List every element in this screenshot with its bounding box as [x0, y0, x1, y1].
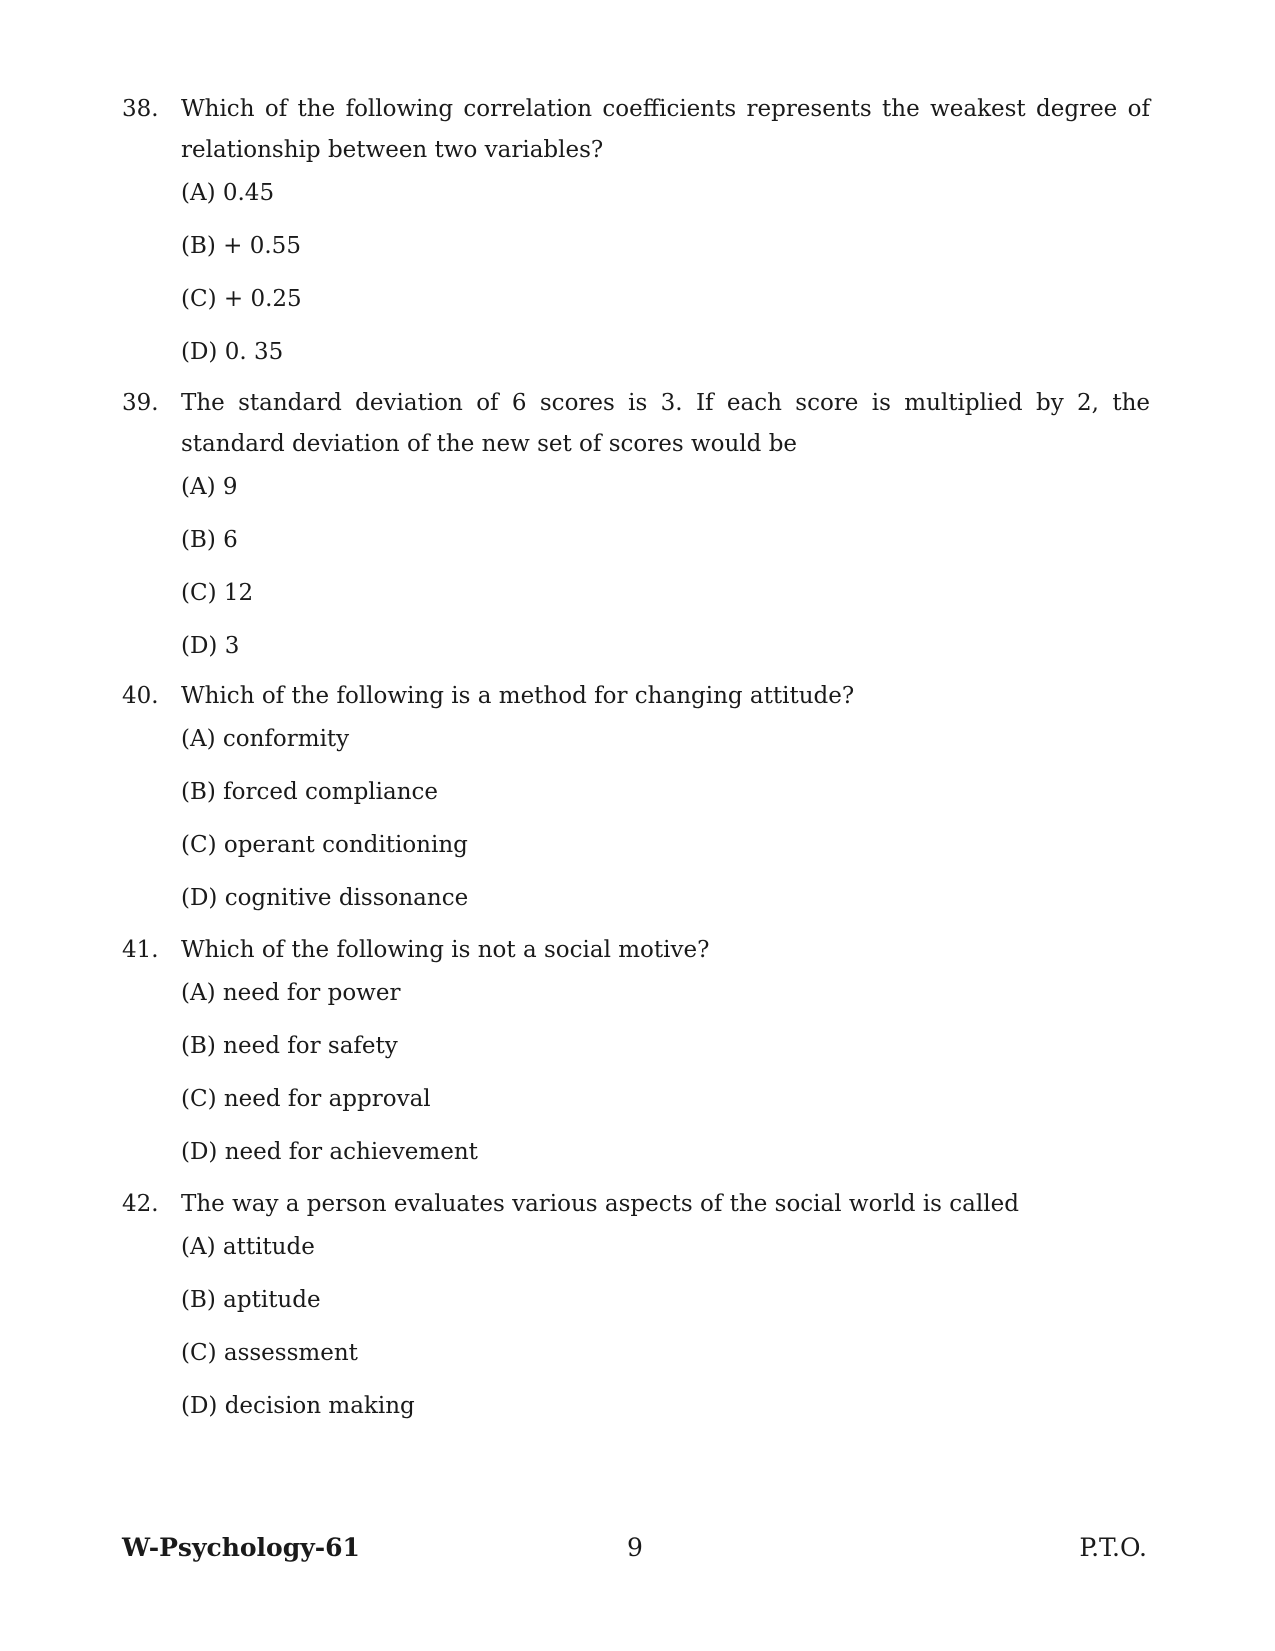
- question-text: Which of the following is not a social motive?: [181, 937, 710, 963]
- question-39: [122, 383, 1150, 660]
- option-d: (D) 0. 35: [181, 339, 284, 365]
- option-d: (D) need for achievement: [181, 1139, 478, 1165]
- option-list: [181, 474, 1150, 660]
- question-number: 40.: [122, 683, 159, 709]
- option-b: (B) + 0.55: [181, 233, 301, 259]
- question-text: Which of the following correlation coefficients represents the weakest degree of relationship between two variables?: [181, 96, 1150, 163]
- option-list: [181, 180, 1150, 366]
- question-38: [122, 89, 1150, 366]
- question-number: 42.: [122, 1191, 159, 1217]
- question-41: [122, 930, 1150, 1166]
- option-a: (A) conformity: [181, 726, 350, 752]
- option-list: [181, 980, 1150, 1166]
- question-stem: [122, 930, 1150, 971]
- option-d: (D) decision making: [181, 1393, 415, 1419]
- option-b: (B) need for safety: [181, 1033, 398, 1059]
- question-stem: [122, 383, 1150, 465]
- question-40: [122, 676, 1150, 912]
- pto-note: P.T.O.: [1079, 1533, 1147, 1562]
- option-c: (C) assessment: [181, 1340, 358, 1366]
- question-text: The standard deviation of 6 scores is 3. If each score is multiplied by 2, the standard deviation of the new set of scores would be: [181, 390, 1150, 457]
- question-number: 41.: [122, 937, 159, 963]
- question-text: The way a person evaluates various aspects of the social world is called: [181, 1191, 1019, 1217]
- question-42: [122, 1184, 1150, 1420]
- option-c: (C) + 0.25: [181, 286, 302, 312]
- question-stem: [122, 89, 1150, 171]
- page-footer: [122, 1532, 1147, 1564]
- paper-code: W-Psychology-61: [122, 1533, 360, 1562]
- page-number: 9: [627, 1533, 643, 1562]
- option-c: (C) need for approval: [181, 1086, 431, 1112]
- question-stem: [122, 1184, 1150, 1225]
- option-c: (C) operant conditioning: [181, 832, 468, 858]
- option-b: (B) aptitude: [181, 1287, 321, 1313]
- option-d: (D) cognitive dissonance: [181, 885, 469, 911]
- question-number: 38.: [122, 96, 159, 122]
- question-text: Which of the following is a method for changing attitude?: [181, 683, 855, 709]
- option-a: (A) 0.45: [181, 180, 275, 206]
- option-a: (A) attitude: [181, 1234, 315, 1260]
- option-a: (A) 9: [181, 474, 238, 500]
- option-d: (D) 3: [181, 633, 240, 659]
- question-stem: [122, 676, 1150, 717]
- option-c: (C) 12: [181, 580, 254, 606]
- option-a: (A) need for power: [181, 980, 401, 1006]
- question-number: 39.: [122, 390, 159, 416]
- option-list: [181, 1234, 1150, 1420]
- option-b: (B) forced compliance: [181, 779, 439, 805]
- option-b: (B) 6: [181, 527, 238, 553]
- option-list: [181, 726, 1150, 912]
